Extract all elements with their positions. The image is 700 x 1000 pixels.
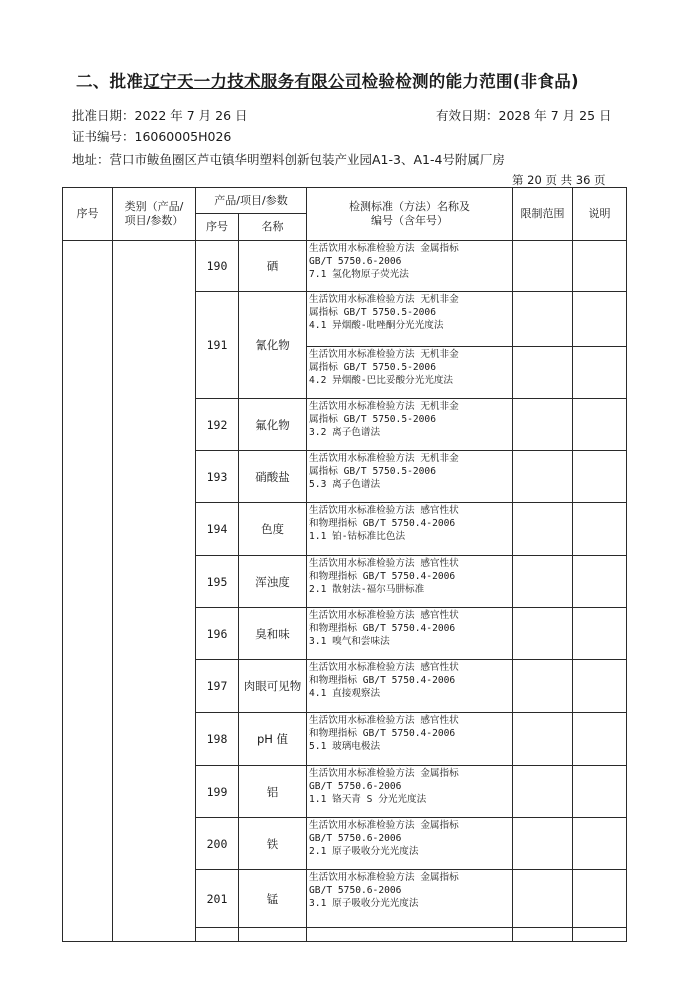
standard-line: 属指标 GB/T 5750.5-2006 — [309, 466, 436, 477]
standard-cell — [307, 870, 513, 928]
standard-cell — [307, 818, 513, 870]
item-number: 191 — [196, 292, 239, 399]
blank-cell — [239, 928, 307, 942]
standard-line: 生活饮用水标准检验方法 感官性状 — [309, 662, 459, 673]
standard-line: 生活饮用水标准检验方法 金属指标 — [309, 768, 459, 779]
blank-cell — [573, 928, 627, 942]
blank-cell — [513, 928, 573, 942]
standard-line: 5.1 玻璃电极法 — [309, 741, 381, 752]
standard-line: 生活饮用水标准检验方法 无机非金 — [309, 349, 459, 360]
item-name: 肉眼可见物 — [239, 660, 307, 713]
standard-line: 生活饮用水标准检验方法 感官性状 — [309, 505, 459, 516]
standard-line: 3.1 嗅气和尝味法 — [309, 636, 390, 647]
category-cell — [113, 241, 196, 942]
standard-cell — [307, 241, 513, 292]
item-number: 194 — [196, 503, 239, 556]
blank-cell — [196, 928, 239, 942]
item-name: pH 值 — [239, 713, 307, 766]
standard-line: 生活饮用水标准检验方法 金属指标 — [309, 820, 459, 831]
title-organization: 辽宁天一力技术服务有限公司 — [143, 72, 362, 91]
header-standard-line-1: 检测标准（方法）名称及 — [349, 200, 471, 213]
standard-cell — [307, 608, 513, 660]
note-cell — [573, 347, 627, 399]
table-row — [63, 241, 627, 292]
limit-cell — [513, 556, 573, 608]
item-name: 硒 — [239, 241, 307, 292]
limit-cell — [513, 608, 573, 660]
item-name: 铝 — [239, 766, 307, 818]
note-cell — [573, 451, 627, 503]
standard-line: 和物理指标 GB/T 5750.4-2006 — [309, 623, 456, 634]
item-name: 臭和味 — [239, 608, 307, 660]
limit-cell — [513, 713, 573, 766]
approval-date: 批准日期：2022 年 7 月 26 日 — [72, 108, 248, 123]
title-suffix: 检验检测的能力范围(非食品) — [361, 72, 579, 91]
header-note: 说明 — [573, 188, 627, 241]
standard-line: 5.3 离子色谱法 — [309, 479, 381, 490]
note-cell — [573, 399, 627, 451]
note-cell — [573, 713, 627, 766]
standard-line: 属指标 GB/T 5750.5-2006 — [309, 414, 436, 425]
title-prefix: 二、批准 — [76, 72, 144, 91]
item-number: 192 — [196, 399, 239, 451]
standard-line: 生活饮用水标准检验方法 金属指标 — [309, 872, 459, 883]
item-number: 195 — [196, 556, 239, 608]
item-name: 氰化物 — [239, 292, 307, 399]
limit-cell — [513, 766, 573, 818]
limit-cell — [513, 818, 573, 870]
limit-cell — [513, 503, 573, 556]
standard-cell — [307, 556, 513, 608]
standard-line: 7.1 氢化物原子荧光法 — [309, 269, 409, 280]
standard-cell — [307, 399, 513, 451]
blank-cell — [307, 928, 513, 942]
standard-line: 生活饮用水标准检验方法 无机非金 — [309, 453, 459, 464]
header-category — [113, 188, 196, 241]
standard-line: GB/T 5750.6-2006 — [309, 885, 402, 896]
header-seq: 序号 — [63, 188, 113, 241]
standard-line: 1.1 铬天青 S 分光光度法 — [309, 794, 427, 805]
standard-line: 2.1 原子吸收分光光度法 — [309, 846, 419, 857]
standard-line: 1.1 铂-钴标准比色法 — [309, 531, 406, 542]
note-cell — [573, 503, 627, 556]
item-number: 197 — [196, 660, 239, 713]
limit-cell — [513, 347, 573, 399]
item-number: 201 — [196, 870, 239, 928]
standard-cell — [307, 766, 513, 818]
header-standard-line-2: 编号（含年号） — [371, 214, 449, 227]
item-number: 190 — [196, 241, 239, 292]
item-name: 铁 — [239, 818, 307, 870]
valid-date: 有效日期：2028 年 7 月 25 日 — [436, 108, 612, 123]
header-category-line-2: 项目/参数） — [124, 214, 184, 227]
item-number: 196 — [196, 608, 239, 660]
standard-cell — [307, 451, 513, 503]
standard-line: 4.1 异烟酸-吡唑酮分光光度法 — [309, 320, 444, 331]
standard-line: 3.1 原子吸收分光光度法 — [309, 898, 419, 909]
standard-line: 4.2 异烟酸-巴比妥酸分光光度法 — [309, 375, 454, 386]
header-category-line-1: 类别（产品/ — [124, 200, 184, 213]
header-product-group: 产品/项目/参数 — [196, 188, 307, 214]
page-indicator: 第 20 页 共 36 页 — [512, 173, 606, 187]
seq-cell — [63, 241, 113, 942]
standard-line: 生活饮用水标准检验方法 无机非金 — [309, 294, 459, 305]
address: 地址：营口市鲅鱼圈区芦屯镇华明塑料创新包装产业园A1-3、A1-4号附属厂房 — [72, 152, 505, 167]
item-name: 色度 — [239, 503, 307, 556]
item-number: 200 — [196, 818, 239, 870]
limit-cell — [513, 870, 573, 928]
standard-line: 生活饮用水标准检验方法 感官性状 — [309, 715, 459, 726]
standard-line: 属指标 GB/T 5750.5-2006 — [309, 307, 436, 318]
standard-line: 和物理指标 GB/T 5750.4-2006 — [309, 728, 456, 739]
limit-cell — [513, 660, 573, 713]
header-standard — [307, 188, 513, 241]
standard-cell — [307, 660, 513, 713]
item-name: 氟化物 — [239, 399, 307, 451]
note-cell — [573, 870, 627, 928]
note-cell — [573, 818, 627, 870]
item-number: 199 — [196, 766, 239, 818]
item-name: 硝酸盐 — [239, 451, 307, 503]
standard-line: 和物理指标 GB/T 5750.4-2006 — [309, 571, 456, 582]
item-name: 锰 — [239, 870, 307, 928]
header-limit: 限制范围 — [513, 188, 573, 241]
standard-line: 3.2 离子色谱法 — [309, 427, 381, 438]
header-item-seq: 序号 — [196, 214, 239, 241]
standard-line: 4.1 直接观察法 — [309, 688, 381, 699]
standard-line: 生活饮用水标准检验方法 无机非金 — [309, 401, 459, 412]
standard-line: 2.1 散射法-福尔马肼标准 — [309, 584, 425, 595]
standard-line: 生活饮用水标准检验方法 感官性状 — [309, 558, 459, 569]
standard-line: GB/T 5750.6-2006 — [309, 256, 402, 267]
note-cell — [573, 608, 627, 660]
standard-line: 属指标 GB/T 5750.5-2006 — [309, 362, 436, 373]
certificate-number: 证书编号：16060005H026 — [72, 129, 232, 144]
item-number: 198 — [196, 713, 239, 766]
standard-line: 和物理指标 GB/T 5750.4-2006 — [309, 675, 456, 686]
standard-line: GB/T 5750.6-2006 — [309, 833, 402, 844]
standard-cell — [307, 503, 513, 556]
standard-cell — [307, 347, 513, 399]
limit-cell — [513, 451, 573, 503]
note-cell — [573, 556, 627, 608]
limit-cell — [513, 399, 573, 451]
standard-line: 和物理指标 GB/T 5750.4-2006 — [309, 518, 456, 529]
header-item-name: 名称 — [239, 214, 307, 241]
document-title — [76, 68, 636, 92]
capability-scope-table — [62, 187, 627, 942]
note-cell — [573, 292, 627, 347]
item-number: 193 — [196, 451, 239, 503]
item-name: 浑浊度 — [239, 556, 307, 608]
limit-cell — [513, 292, 573, 347]
standard-line: 生活饮用水标准检验方法 金属指标 — [309, 243, 459, 254]
note-cell — [573, 766, 627, 818]
standard-line: GB/T 5750.6-2006 — [309, 781, 402, 792]
standard-cell — [307, 292, 513, 347]
note-cell — [573, 241, 627, 292]
standard-cell — [307, 713, 513, 766]
limit-cell — [513, 241, 573, 292]
standard-line: 生活饮用水标准检验方法 感官性状 — [309, 610, 459, 621]
note-cell — [573, 660, 627, 713]
